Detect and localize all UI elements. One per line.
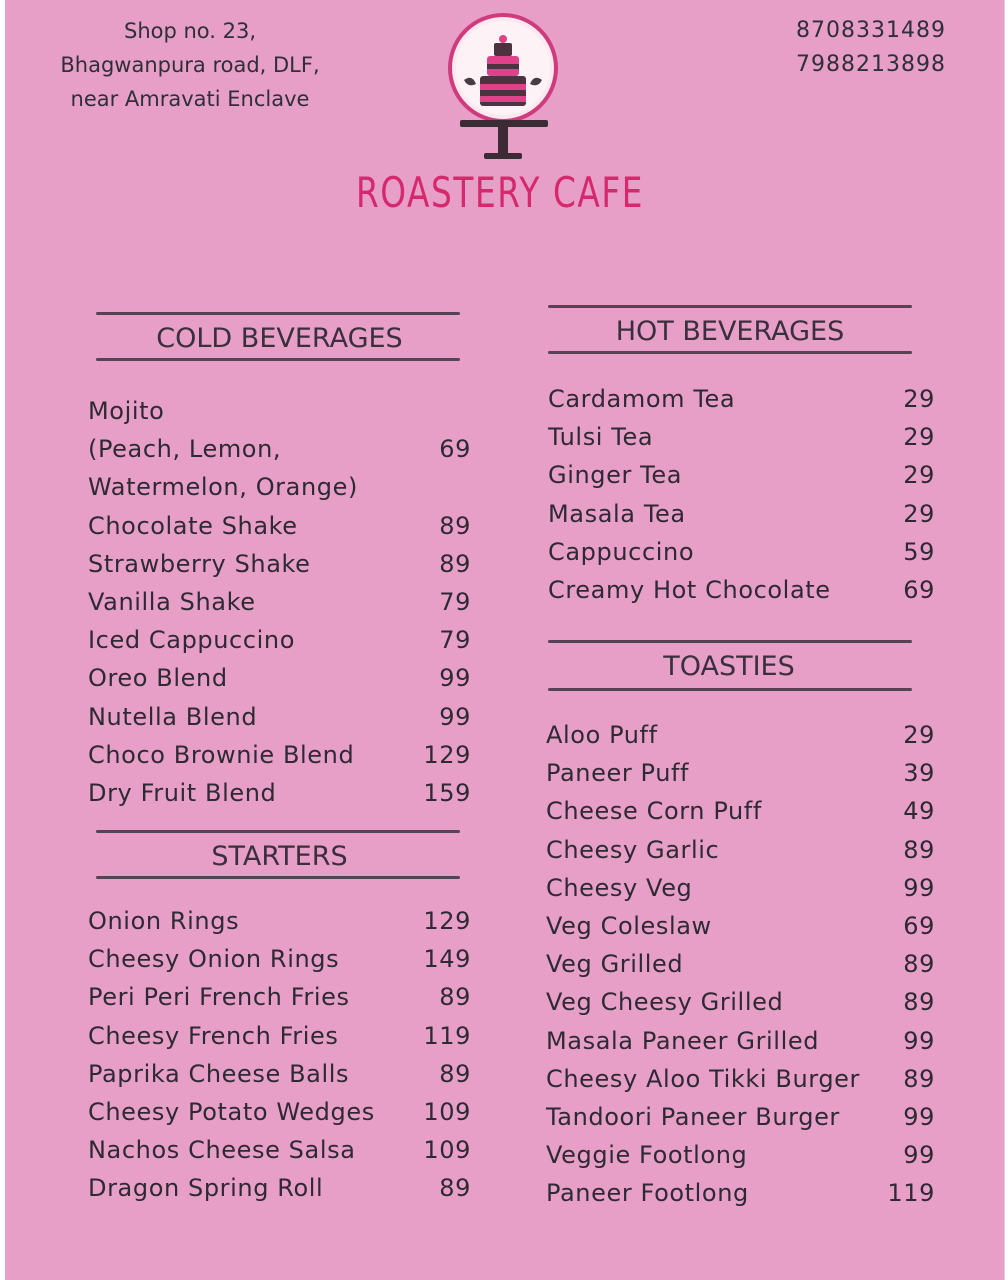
item-name: Onion Rings (88, 907, 240, 935)
item-name: Nutella Blend (88, 702, 258, 731)
item-price: 69 (903, 575, 935, 604)
menu-item (88, 940, 471, 978)
menu-item (88, 507, 471, 545)
item-name: Creamy Hot Chocolate (548, 575, 831, 604)
brand-name: ROASTERY CAFE (355, 168, 645, 217)
item-price: 89 (903, 1064, 935, 1093)
menu-item (88, 1093, 471, 1131)
item-name: Veg Grilled (546, 950, 684, 979)
menu-item (548, 456, 935, 494)
menu-item (546, 716, 935, 754)
menu-item (546, 831, 935, 869)
item-name: Cheesy Veg (546, 873, 693, 902)
item-price: 79 (439, 587, 471, 616)
item-price: 109 (423, 1097, 471, 1126)
section-title: HOT BEVERAGES (615, 316, 845, 347)
item-name: Ginger Tea (548, 461, 683, 490)
item-price: 119 (887, 1179, 935, 1208)
menu-item (546, 792, 935, 830)
menu-item (88, 545, 471, 583)
item-price: 89 (903, 835, 935, 864)
item-price: 89 (903, 988, 935, 1017)
item-name: Cheesy Garlic (546, 835, 720, 864)
menu-item (88, 774, 471, 812)
cold-beverages-section (88, 312, 471, 812)
shop-address (25, 14, 355, 116)
divider (548, 640, 912, 643)
menu-item (546, 1136, 935, 1174)
item-price: 99 (903, 1026, 935, 1055)
item-price: 49 (903, 797, 935, 826)
item-name: Paneer Puff (546, 759, 690, 788)
menu-item (88, 621, 471, 659)
item-price: 29 (903, 499, 935, 528)
divider (548, 688, 912, 691)
phone-number: 8708331489 (796, 18, 946, 43)
menu-item (88, 659, 471, 697)
item-name: Mojito (88, 397, 165, 425)
menu-page (5, 0, 1005, 1280)
menu-item (546, 945, 935, 983)
menu-item (88, 1131, 471, 1169)
menu-item (548, 533, 935, 571)
item-price: 89 (439, 1059, 471, 1088)
menu-item (88, 392, 471, 430)
menu-item (548, 495, 935, 533)
menu-item (546, 1098, 935, 1136)
item-name: Dry Fruit Blend (88, 778, 277, 807)
item-price: 59 (903, 537, 935, 566)
address-line: near Amravati Enclave (70, 87, 310, 111)
item-name: Veg Coleslaw (546, 911, 712, 940)
item-name: Nachos Cheese Salsa (88, 1136, 356, 1165)
item-name: Choco Brownie Blend (88, 740, 355, 769)
item-price: 99 (439, 664, 471, 693)
divider (96, 358, 460, 361)
menu-item (546, 1174, 935, 1212)
item-name: Cheesy Potato Wedges (88, 1097, 375, 1126)
item-name: Peri Peri French Fries (88, 983, 350, 1012)
item-name: Tandoori Paneer Burger (546, 1102, 840, 1131)
item-price: 89 (439, 549, 471, 578)
menu-item (548, 418, 935, 456)
menu-item (546, 907, 935, 945)
menu-item (88, 430, 471, 468)
item-price: 99 (903, 1102, 935, 1131)
item-price: 69 (903, 911, 935, 940)
menu-item (88, 1055, 471, 1093)
item-price: 129 (423, 907, 471, 935)
item-price: 99 (439, 702, 471, 731)
item-price: 149 (423, 945, 471, 974)
item-name: Strawberry Shake (88, 549, 311, 578)
item-price: 69 (439, 435, 471, 464)
hot-beverages-section (548, 305, 935, 609)
item-price: 89 (439, 511, 471, 540)
item-name: Cheesy Onion Rings (88, 945, 340, 974)
divider (96, 830, 460, 833)
menu-item (548, 380, 935, 418)
section-title: TOASTIES (663, 651, 795, 682)
item-name: Masala Paneer Grilled (546, 1026, 820, 1055)
address-line: Shop no. 23, (123, 19, 257, 43)
phone-number: 7988213898 (796, 52, 946, 77)
item-price: 29 (903, 461, 935, 490)
section-header (88, 312, 471, 372)
menu-item (546, 754, 935, 792)
contact-phones (796, 14, 946, 82)
item-price: 29 (903, 721, 935, 749)
cake-on-stand-icon (446, 10, 561, 170)
menu-item (88, 736, 471, 774)
item-name: Veggie Footlong (546, 1141, 748, 1170)
item-price: 89 (439, 983, 471, 1012)
item-price: 129 (423, 740, 471, 769)
item-price: 89 (439, 1174, 471, 1203)
section-title: COLD BEVERAGES (156, 323, 403, 354)
item-price: 99 (903, 873, 935, 902)
item-price: 159 (423, 778, 471, 807)
item-price: 99 (903, 1141, 935, 1170)
menu-item (88, 1017, 471, 1055)
menu-item (546, 983, 935, 1021)
menu-item (88, 978, 471, 1016)
item-price: 109 (423, 1136, 471, 1165)
address-line: Bhagwanpura road, DLF, (60, 53, 320, 77)
menu-item (548, 571, 935, 609)
item-name: Paneer Footlong (546, 1179, 749, 1208)
item-name: Cheesy French Fries (88, 1021, 339, 1050)
starters-list (88, 902, 471, 1208)
menu-item (546, 869, 935, 907)
divider (548, 351, 912, 354)
item-name: Cheese Corn Puff (546, 797, 762, 826)
item-price: 29 (903, 385, 935, 413)
item-price: 89 (903, 950, 935, 979)
item-name: Tulsi Tea (548, 423, 654, 452)
section-header (88, 830, 471, 890)
item-name: Aloo Puff (546, 721, 658, 749)
menu-item (88, 1169, 471, 1207)
item-name: Dragon Spring Roll (88, 1174, 324, 1203)
section-header (546, 640, 935, 700)
menu-item (88, 902, 471, 940)
menu-item (88, 468, 471, 506)
menu-item (88, 698, 471, 736)
item-name: (Peach, Lemon, (88, 435, 282, 464)
starters-section (88, 830, 471, 1208)
cold-beverages-list (88, 392, 471, 812)
divider (96, 312, 460, 315)
item-name: Iced Cappuccino (88, 626, 295, 655)
menu-item (546, 1060, 935, 1098)
item-name: Watermelon, Orange) (88, 473, 358, 502)
menu-item (88, 583, 471, 621)
divider (548, 305, 912, 308)
item-name: Cardamom Tea (548, 385, 736, 413)
item-name: Cheesy Aloo Tikki Burger (546, 1064, 860, 1093)
item-price: 39 (903, 759, 935, 788)
item-name: Veg Cheesy Grilled (546, 988, 784, 1017)
section-title: STARTERS (211, 841, 348, 872)
item-name: Cappuccino (548, 537, 695, 566)
menu-item (546, 1022, 935, 1060)
item-name: Vanilla Shake (88, 587, 256, 616)
item-name: Oreo Blend (88, 664, 228, 693)
item-price: 29 (903, 423, 935, 452)
toasties-list (546, 716, 935, 1212)
item-name: Chocolate Shake (88, 511, 298, 540)
section-header (548, 305, 935, 365)
hot-beverages-list (548, 380, 935, 609)
item-name: Paprika Cheese Balls (88, 1059, 350, 1088)
divider (96, 876, 460, 879)
item-price: 79 (439, 626, 471, 655)
item-name: Masala Tea (548, 499, 686, 528)
item-price: 119 (423, 1021, 471, 1050)
toasties-section (546, 640, 935, 1212)
